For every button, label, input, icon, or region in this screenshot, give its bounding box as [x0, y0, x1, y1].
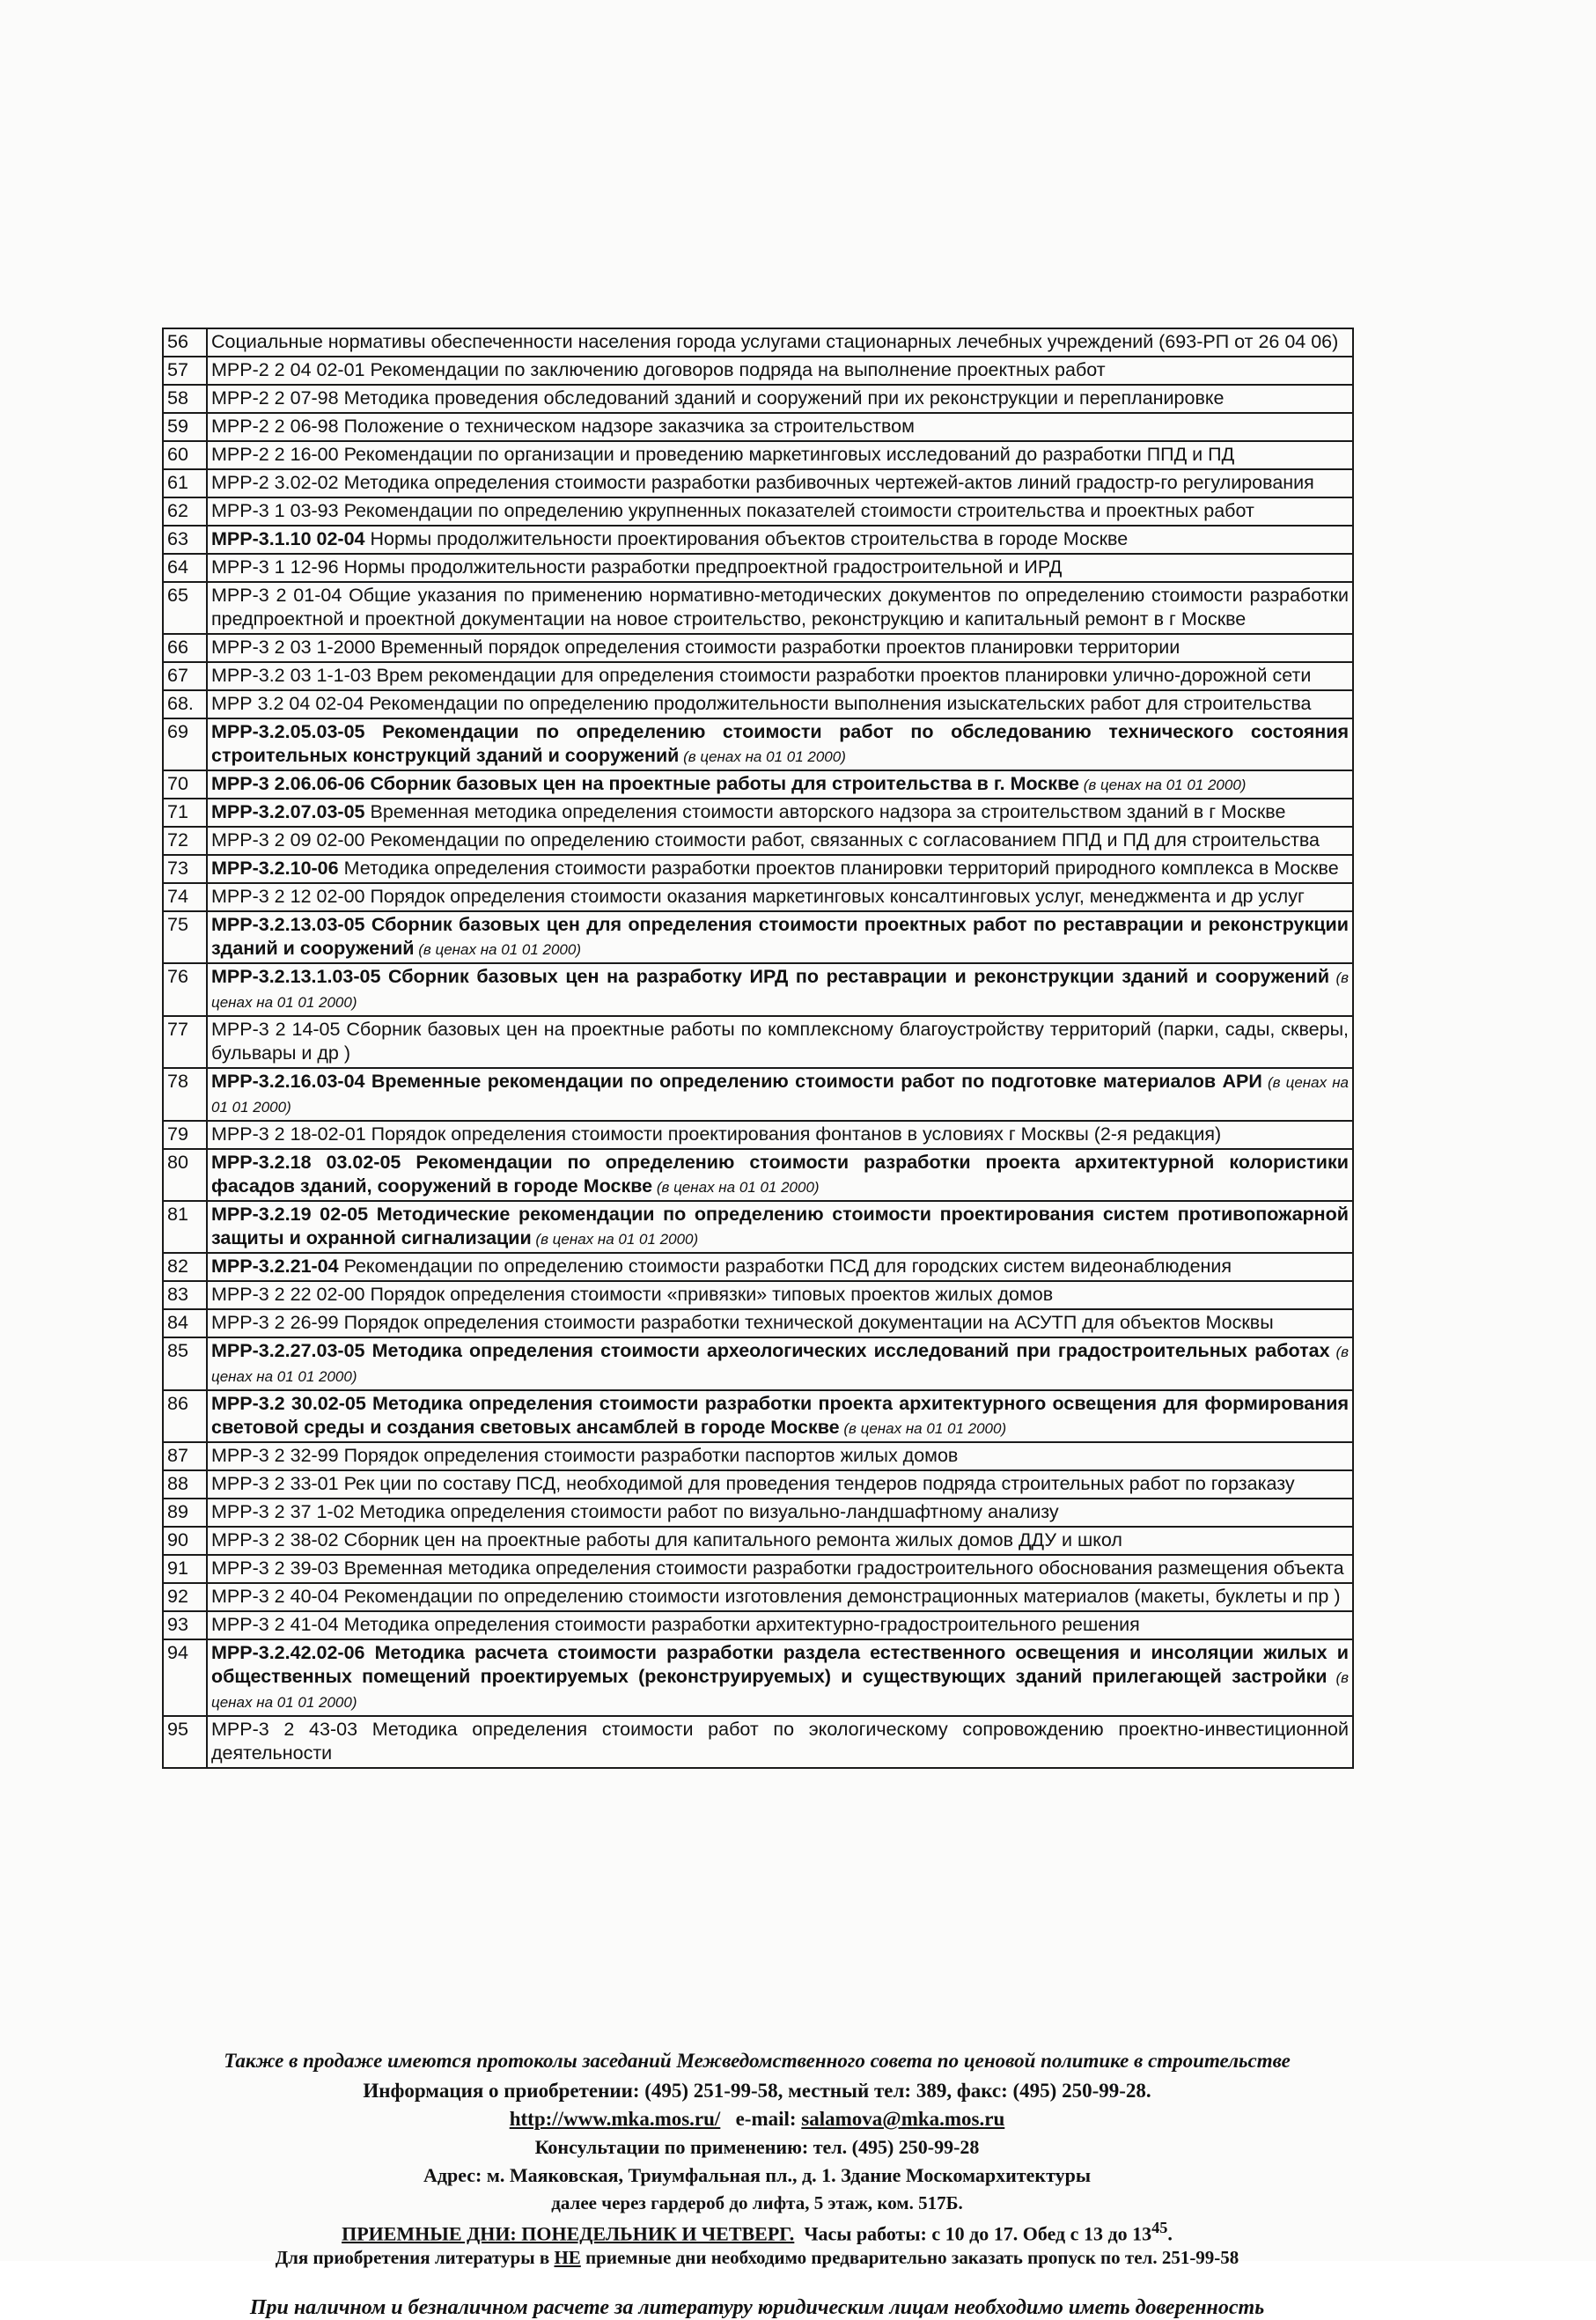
- table-row: [163, 662, 1353, 690]
- document-text: МРР-3 2 01-04 Общие указания по применению нормативно-методических документов по определению стоимости разработки предпроектной и проектной документации на новое строительство, реконструкцию и капитальный ремонт в г Москве: [211, 585, 1349, 630]
- row-description: [207, 441, 1353, 469]
- table-row: [163, 554, 1353, 582]
- table-row: [163, 469, 1353, 497]
- table-row: [163, 827, 1353, 855]
- row-description: [207, 328, 1353, 357]
- table-row: [163, 1639, 1353, 1716]
- document-text: МРР-3 2 22 02-00 Порядок определения стоимости «привязки» типовых проектов жилых домов: [211, 1284, 1054, 1305]
- row-number: 86: [163, 1390, 207, 1442]
- table-row: [163, 1583, 1353, 1611]
- row-description: [207, 1639, 1353, 1716]
- row-description: [207, 526, 1353, 554]
- row-description: [207, 1390, 1353, 1442]
- row-number: 70: [163, 770, 207, 799]
- price-basis-note: (в ценах на 01 01 2000): [531, 1231, 699, 1248]
- row-description: [207, 413, 1353, 441]
- document-text: Рекомендации по определению стоимости разработки ПСД для городских систем видеонаблюдения: [338, 1256, 1232, 1277]
- table-row: [163, 799, 1353, 827]
- price-basis-note: (в ценах на 01 01 2000): [211, 1074, 1350, 1116]
- row-number: 83: [163, 1281, 207, 1309]
- document-code-title: МРР-3.2.27.03-05 Методика определения стоимости археологических исследований при градостроительных работах: [211, 1340, 1330, 1361]
- document-code-title: МРР-3 2.06.06-06 Сборник базовых цен на проектные работы для строительства в г. Москве: [211, 773, 1079, 794]
- document-code-title: МРР-3.2.05.03-05 Рекомендации по определению стоимости работ по обследованию технического состояния строительных конструкций зданий и сооружений: [211, 721, 1349, 766]
- row-description: [207, 469, 1353, 497]
- document-code-title: МРР-3.2 30.02-05 Методика определения стоимости разработки проекта архитектурного освещения для формирования световой среды и создания световых ансамблей в городе Москве: [211, 1393, 1349, 1438]
- document-text: Нормы продолжительности проектирования объектов строительства в городе Москве: [364, 528, 1129, 549]
- document-text: МРР-3 2 41-04 Методика определения стоимости разработки архитектурно-градостроительного решения: [211, 1614, 1140, 1635]
- document-code-title: МРР-3.1.10 02-04: [211, 528, 365, 549]
- document-text: МРР-2 2 04 02-01 Рекомендации по заключению договоров подряда на выполнение проектных работ: [211, 359, 1106, 380]
- table-row: [163, 328, 1353, 357]
- row-number: 74: [163, 883, 207, 911]
- table-row: [163, 770, 1353, 799]
- row-number: 92: [163, 1583, 207, 1611]
- row-description: [207, 1611, 1353, 1639]
- row-description: [207, 662, 1353, 690]
- row-description: [207, 1337, 1353, 1390]
- row-description: [207, 1149, 1353, 1201]
- document-text: МРР-2 3.02-02 Методика определения стоимости разработки разбивочных чертежей-актов линий градостр-го регулирования: [211, 472, 1314, 493]
- office-hours: ПРИЕМНЫЕ ДНИ: ПОНЕДЕЛЬНИК И ЧЕТВЕРГ. Часы работы: с 10 до 17. Обед с 13 до $13^{45}$.: [342, 2219, 1173, 2245]
- row-description: [207, 1253, 1353, 1281]
- row-description: [207, 690, 1353, 718]
- row-description: [207, 582, 1353, 634]
- address-details: далее через гардероб до лифта, 5 этаж, ком. 517Б.: [551, 2192, 963, 2213]
- row-description: [207, 827, 1353, 855]
- address: Адрес: м. Маяковская, Триумфальная пл., д. 1. Здание Москомархитектуры: [423, 2164, 1092, 2186]
- row-number: 82: [163, 1253, 207, 1281]
- document-text: МРР-3 2 26-99 Порядок определения стоимости разработки технической документации на АСУТП для объектов Москвы: [211, 1312, 1274, 1333]
- document-code-title: МРР-3.2.18 03.02-05 Рекомендации по определению стоимости разработки проекта архитектурной колористики фасадов зданий, сооружений в городе Москве: [211, 1152, 1349, 1197]
- table-row: [163, 1016, 1353, 1068]
- table-row: [163, 441, 1353, 469]
- document-text: МРР-3 2 09 02-00 Рекомендации по определению стоимости работ, связанных с согласованием ППД и ПД для строительства: [211, 829, 1320, 851]
- document-code-title: МРР-3.2.19 02-05 Методические рекомендации по определению стоимости проектирования систем противопожарной защиты и охранной сигнализации: [211, 1204, 1349, 1248]
- table-row: [163, 1716, 1353, 1768]
- document-text: МРР-3.2 03 1-1-03 Врем рекомендации для определения стоимости разработки проектов планировки улично-дорожной сети: [211, 665, 1312, 686]
- row-description: [207, 1201, 1353, 1253]
- row-description: [207, 554, 1353, 582]
- row-number: 69: [163, 718, 207, 770]
- contact-info: Информация о приобретении: (495) 251-99-58, местный тел: 389, факс: (495) 250-99-28.: [363, 2080, 1151, 2102]
- table-row: [163, 1281, 1353, 1309]
- price-basis-note: (в ценах на 01 01 2000): [211, 1669, 1349, 1711]
- document-text: МРР 3.2 04 02-04 Рекомендации по определению продолжительности выполнения изыскательских работ для строительства: [211, 693, 1312, 714]
- row-number: 87: [163, 1442, 207, 1470]
- document-text: МРР-3 2 37 1-02 Методика определения стоимости работ по визуально-ландшафтному анализу: [211, 1501, 1059, 1522]
- row-number: 56: [163, 328, 207, 357]
- row-description: [207, 1499, 1353, 1527]
- price-basis-note: (в ценах на 01 01 2000): [414, 941, 581, 958]
- price-basis-note: (в ценах на 01 01 2000): [839, 1420, 1007, 1437]
- table-row: [163, 413, 1353, 441]
- row-number: 73: [163, 855, 207, 883]
- price-list-table: [162, 328, 1354, 1769]
- table-row: [163, 1337, 1353, 1390]
- document-code-title: МРР-3.2.13.03-05 Сборник базовых цен для определения стоимости проектных работ по реставрации и реконструкции зданий и сооружений: [211, 914, 1349, 959]
- row-number: 72: [163, 827, 207, 855]
- document-text: МРР-3 1 03-93 Рекомендации по определению укрупненных показателей стоимости строительства и проектных работ: [211, 500, 1254, 521]
- document-text: МРР-3 2 38-02 Сборник цен на проектные работы для капитального ремонта жилых домов ДДУ и школ: [211, 1529, 1122, 1550]
- price-basis-note: (в ценах на 01 01 2000): [211, 969, 1349, 1011]
- row-description: [207, 1281, 1353, 1309]
- table-row: [163, 1499, 1353, 1527]
- pass-note-end: приемные дни необходимо предварительно заказать пропуск по тел. 251-99-58: [580, 2247, 1239, 2268]
- row-description: [207, 1121, 1353, 1149]
- document-text: Временная методика определения стоимости авторского надзора за строительством зданий в г Москве: [364, 801, 1286, 822]
- document-text: МРР-2 2 07-98 Методика проведения обследований зданий и сооружений при их реконструкции и перепланировке: [211, 387, 1225, 409]
- table-row: [163, 855, 1353, 883]
- row-description: [207, 1016, 1353, 1068]
- working-hours: Часы работы: с 10 до 17. Обед с 13 до 13: [804, 2222, 1152, 2245]
- table-row: [163, 1121, 1353, 1149]
- row-number: 88: [163, 1470, 207, 1499]
- row-description: [207, 799, 1353, 827]
- table-row: [163, 963, 1353, 1016]
- row-number: 77: [163, 1016, 207, 1068]
- row-description: [207, 1583, 1353, 1611]
- document-text: МРР-3 2 33-01 Рек ции по составу ПСД, необходимой для проведения тендеров подряда строительных работ по горзаказу: [211, 1473, 1295, 1494]
- row-number: 62: [163, 497, 207, 526]
- table-row: [163, 911, 1353, 963]
- row-description: [207, 963, 1353, 1016]
- row-number: 60: [163, 441, 207, 469]
- row-number: 78: [163, 1068, 207, 1121]
- row-description: [207, 718, 1353, 770]
- table-row: [163, 1149, 1353, 1201]
- row-number: 80: [163, 1149, 207, 1201]
- row-number: 68.: [163, 690, 207, 718]
- row-description: [207, 1309, 1353, 1337]
- row-number: 93: [163, 1611, 207, 1639]
- reception-days: ПРИЕМНЫЕ ДНИ: ПОНЕДЕЛЬНИК И ЧЕТВЕРГ.: [342, 2222, 795, 2245]
- price-basis-note: (в ценах на 01 01 2000): [1078, 777, 1247, 793]
- pass-note: [132, 2247, 1382, 2269]
- payment-note: При наличном и безналичном расчете за литературу юридическим лицам необходимо иметь доверенность: [249, 2296, 1265, 2319]
- document-code-title: МРР-3.2.10-06: [211, 858, 339, 879]
- table-row: [163, 357, 1353, 385]
- email-link[interactable]: salamova@mka.mos.ru: [801, 2108, 1005, 2130]
- row-number: 95: [163, 1716, 207, 1768]
- table-row: [163, 526, 1353, 554]
- document-text: МРР-3 2 18-02-01 Порядок определения стоимости проектирования фонтанов в условиях г Москвы (2-я редакция): [211, 1123, 1222, 1145]
- document-text: МРР-3 2 43-03 Методика определения стоимости работ по экологическому сопровождению проектно-инвестиционной деятельности: [211, 1719, 1349, 1764]
- website-link[interactable]: http://www.mka.mos.ru/: [509, 2108, 721, 2130]
- row-number: 90: [163, 1527, 207, 1555]
- row-number: 89: [163, 1499, 207, 1527]
- document-text: МРР-3 2 32-99 Порядок определения стоимости разработки паспортов жилых домов: [211, 1445, 959, 1466]
- row-number: 63: [163, 526, 207, 554]
- document-code-title: МРР-3.2.21-04: [211, 1256, 339, 1277]
- row-number: 79: [163, 1121, 207, 1149]
- row-description: [207, 770, 1353, 799]
- document-text: Методика определения стоимости разработки проектов планировки территорий природного комплекса в Москве: [338, 858, 1339, 879]
- row-description: [207, 357, 1353, 385]
- document-code-title: МРР-3.2.16.03-04 Временные рекомендации по определению стоимости работ по подготовке материалов АРИ: [211, 1071, 1262, 1092]
- table-row: [163, 690, 1353, 718]
- row-number: 64: [163, 554, 207, 582]
- email-label: e-mail:: [735, 2108, 797, 2130]
- table-row: [163, 1309, 1353, 1337]
- document-text: МРР-3 2 14-05 Сборник базовых цен на проектные работы по комплексному благоустройству территорий (парки, сады, скверы, бульвары и др ): [211, 1019, 1349, 1064]
- row-description: [207, 855, 1353, 883]
- table-row: [163, 1201, 1353, 1253]
- document-code-title: МРР-3.2.42.02-06 Методика расчета стоимости разработки раздела естественного освещения и инсоляции жилых и общественных помещений проектируемых (реконструируемых) и существующих зданий прилегающей застройки: [211, 1642, 1349, 1687]
- document-code-title: МРР-3.2.13.1.03-05 Сборник базовых цен на разработку ИРД по реставрации и реконструкции зданий и сооружений: [211, 966, 1330, 987]
- document-code-title: МРР-3.2.07.03-05: [211, 801, 365, 822]
- table-row: [163, 1470, 1353, 1499]
- row-number: 61: [163, 469, 207, 497]
- row-description: [207, 1442, 1353, 1470]
- row-description: [207, 911, 1353, 963]
- row-number: 81: [163, 1201, 207, 1253]
- document-text: МРР-3 2 40-04 Рекомендации по определению стоимости изготовления демонстрационных материалов (макеты, буклеты и пр ): [211, 1586, 1341, 1607]
- row-description: [207, 1470, 1353, 1499]
- table-row: [163, 1611, 1353, 1639]
- pass-note-start: Для приобретения литературы в: [275, 2247, 555, 2268]
- row-description: [207, 1555, 1353, 1583]
- table-row: [163, 1068, 1353, 1121]
- document-text: МРР-3 2 12 02-00 Порядок определения стоимости оказания маркетинговых консалтинговых услуг, менеджмента и др услуг: [211, 886, 1305, 907]
- row-number: 84: [163, 1309, 207, 1337]
- row-description: [207, 634, 1353, 662]
- row-description: [207, 1527, 1353, 1555]
- row-number: 59: [163, 413, 207, 441]
- row-number: 71: [163, 799, 207, 827]
- web-contacts: [132, 2108, 1382, 2131]
- price-basis-note: (в ценах на 01 01 2000): [211, 1344, 1349, 1385]
- table-row: [163, 634, 1353, 662]
- row-description: [207, 385, 1353, 413]
- row-number: 66: [163, 634, 207, 662]
- price-basis-note: (в ценах на 01 01 2000): [679, 748, 846, 765]
- row-number: 76: [163, 963, 207, 1016]
- row-number: 94: [163, 1639, 207, 1716]
- row-number: 58: [163, 385, 207, 413]
- pass-note-not: НЕ: [554, 2247, 581, 2268]
- table-row: [163, 1527, 1353, 1555]
- table-row: [163, 1390, 1353, 1442]
- protocols-note: Также в продаже имеются протоколы заседаний Межведомственного совета по ценовой политике в строительстве: [224, 2050, 1291, 2072]
- row-description: [207, 497, 1353, 526]
- row-description: [207, 1716, 1353, 1768]
- row-description: [207, 883, 1353, 911]
- table-row: [163, 718, 1353, 770]
- table-row: [163, 883, 1353, 911]
- document-text: МРР-2 2 06-98 Положение о техническом надзоре заказчика за строительством: [211, 416, 915, 437]
- table-row: [163, 385, 1353, 413]
- consultation-info: Консультации по применению: тел. (495) 250-99-28: [534, 2136, 980, 2158]
- row-number: 57: [163, 357, 207, 385]
- table-row: [163, 582, 1353, 634]
- document-text: МРР-3 2 03 1-2000 Временный порядок определения стоимости разработки проектов планировки территории: [211, 637, 1180, 658]
- table-row: [163, 1253, 1353, 1281]
- document-text: МРР-3 2 39-03 Временная методика определения стоимости разработки градостроительного обоснования размещения объекта: [211, 1558, 1344, 1579]
- document-text: Социальные нормативы обеспеченности населения города услугами стационарных лечебных учреждений (693-РП от 26 04 06): [211, 331, 1339, 352]
- document-text: МРР-3 1 12-96 Нормы продолжительности разработки предпроектной градостроительной и ИРД: [211, 556, 1063, 578]
- table-row: [163, 497, 1353, 526]
- document-text: МРР-2 2 16-00 Рекомендации по организации и проведению маркетинговых исследований до разработки ППД и ПД: [211, 444, 1235, 465]
- row-number: 91: [163, 1555, 207, 1583]
- table-row: [163, 1442, 1353, 1470]
- row-description: [207, 1068, 1353, 1121]
- row-number: 85: [163, 1337, 207, 1390]
- price-basis-note: (в ценах на 01 01 2000): [652, 1179, 820, 1196]
- row-number: 75: [163, 911, 207, 963]
- working-hours-minutes: 45: [1151, 2219, 1168, 2236]
- table-row: [163, 1555, 1353, 1583]
- row-number: 67: [163, 662, 207, 690]
- row-number: 65: [163, 582, 207, 634]
